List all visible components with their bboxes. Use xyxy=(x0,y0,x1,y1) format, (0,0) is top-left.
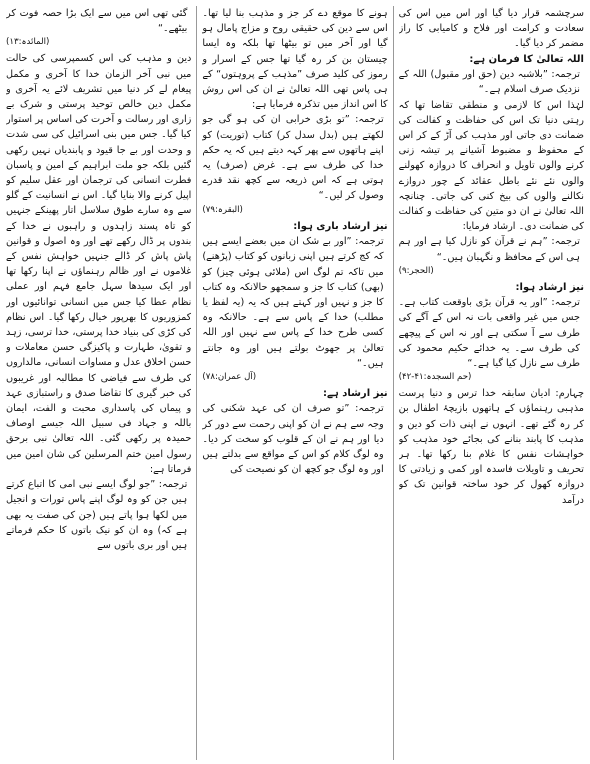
verse-reference: (حم السجدہ:۴۱-۴۲) xyxy=(398,372,472,383)
verse-reference: (الحجر:۹) xyxy=(398,265,434,276)
quote-translation: ترجمہ: ”جو لوگ ایسے نبی امی کا اتباع کرتے ہیں جن کو وہ لوگ اپنے پاس تورات و انجیل میں لکھا ہوا پاتے ہیں (جن کی صفت یہ بھی ہے کہ) وہ ان کو نیک باتوں کا حکم فرماتے ہیں اور بری باتوں سے xyxy=(6,479,188,551)
section-heading: اللہ تعالیٰ کا فرمان ہے: xyxy=(469,53,584,65)
quote-translation: ترجمہ: ”بلاشبہ دین (حق اور مقبول) اللہ کے نزدیک صرف اسلام ہے۔“ xyxy=(398,69,580,96)
paragraph: سرچشمہ قرار دیا گیا اور اس میں اس کی سعادت و کرامت اور فلاح و کامیابی کا راز مضمر کر دیا گیا۔ xyxy=(398,8,584,50)
section-heading: نیز ارشاد باری ہوا: xyxy=(293,220,388,232)
section-heading: نیز ارشاد ہوا: xyxy=(515,281,584,293)
column-middle xyxy=(202,6,387,760)
verse-reference: (المائدہ:۱۳) xyxy=(6,37,50,48)
column-left xyxy=(6,6,191,760)
verse-reference: (البقرہ:۷۹) xyxy=(202,204,243,215)
paragraph: لہٰذا اس کا لازمی و منطقی تقاضا تھا کہ رہتی دنیا تک اس کی حفاظت و کفالت کی ضمانت دی جاتی اور مذہب کی آڑ کے کر اس کے محفوظ و مضبوط آشیانے پر تیشہ زنی کرنے والوں تاویل و انحراف کا دروازہ کھولنے والوں نئے نئے باطل عقائد کے چور دروازے نکالنے والوں کی بیخ کنی کی جاتی۔ چنانچہ اللہ تعالیٰ نے ان دو متین کی حفاظت و کفالت کی ضمانت دی۔ ارشاد فرمایا: xyxy=(398,99,584,233)
quote-translation: ترجمہ: ”تو بڑی خرابی ان کی ہو گی جو لکھتے ہیں (بدل سدل کر) کتاب (توریت) کو اپنے ہاتھوں سے پھر کہہ دیتے ہیں کہ یہ حکم خدا کی طرف سے ہے۔ غرض (صرف) یہ ہوتی ہے کہ اس ذریعہ سے کچھ نقد قدرے وصول کر لیں۔“ xyxy=(202,114,384,202)
paragraph: دین و مذہب کی اس کسمپرسی کی حالت میں نبی آخر الزمان خدا کا آخری و مکمل پیغام لے کر دنیا میں تشریف لائے یہ آخری و مکمل دین خالص توحید پرستی و شرک بے زاری اور رسالت و آخرت کی اساس پر استوار کیا گیا۔ جس میں بنی اسرائیل کی سی شدت و وحدت اور بے جا قیود و پابندیاں نہیں رکھی گئیں بلکہ جو ملت ابراہیم کے امین و پاسبان فطرت انسانی کی ترجمان اور عقل سلیم کو اپیل کرنے والا بنایا گیا۔ اس نے انسانیت کے گلو سے وہ سارے طوق سلاسل اتار پھینکے جنہیں کو تاہ پسند زاہدوں و راہبوں نے خدا کے بندوں پر ڈال رکھے تھے اور وہ اصول و قوانین پاش پاش کر ڈالے جنہیں خواہش نفس کے غلاموں نے اور ظالم رہنماؤں نے اپنا رکھا تھا اور ایک سیدھا سہل جامع فہم اور عملی نظام عطا کیا جس میں انسانی توانائیوں اور کمزوریوں کا بھرپور خیال رکھا گیا۔ اس نظام کی کڑی کی بنیاد خدا پرستی، خدا ترسی، زہد و تقویٰ، طہارت و پاکیزگی حسن معاملات و حسن اخلاق عدل و مساوات انسانی، مالداروں کی طرف سے فیاضی کا مطالبہ اور غریبوں کی خبر گیری کا تقاضا صدق و راستبازی عہد و پیماں کی پاسداری محبت و الفت، ایمان باللہ و جہاد فی سبیل اللہ جیسے اوصاف حمیدہ پر رکھی گئی۔ اللہ تعالیٰ نبی برحق رسول امین ختم المرسلین کی شان امین میں فرماتا ہے: xyxy=(6,53,192,475)
quote-translation: گئی تھی اس میں سے ایک بڑا حصہ فوت کر بیٹھے۔“ xyxy=(6,8,188,35)
column-right xyxy=(399,6,584,760)
paragraph: ہونے کا موقع دے کر جز و مذہب بنا لیا تھا۔ اس سے دین کی حقیقی روح و مزاج پامال ہو گیا اور آخر میں تو بیٹھا تھا بلکہ وہ ایسا چیستان بن کر رہ گیا تھا جس کے اسرار و رموز کی کلید صرف ”مذہب کے پروہتوں“ کے ہی پاس تھی اللہ تعالیٰ نے ان کی اس روش کا اس انداز میں تذکرہ فرمایا ہے: xyxy=(202,8,388,111)
column-divider xyxy=(393,6,394,760)
verse-reference: (آل عمران:۷۸) xyxy=(202,371,257,382)
quote-translation: ترجمہ: ”تو صرف ان کی عہد شکنی کی وجہ سے ہم نے ان کو اپنی رحمت سے دور کر دیا اور ہم نے ان کے قلوب کو سخت کر دیا۔ وہ لوگ کلام کو اس کے مواقع سے بدلتے ہیں اور وہ لوگ جو کچھ ان کو نصیحت کی xyxy=(202,403,384,476)
quote-translation: ترجمہ: ”اور یہ قرآن بڑی باوقعت کتاب ہے۔ جس میں غیر واقعی بات نہ اس کے آگے کی طرف سے آ سکتی ہے اور نہ اس کے پیچھے کی طرف سے۔ یہ خدائے حکیم محمود کی طرف سے نازل کیا گیا ہے۔“ xyxy=(398,297,580,370)
column-divider xyxy=(196,6,197,760)
paragraph: چہارم: ادیان سابقہ خدا ترس و دنیا پرست مذہبی رہنماؤں کے ہاتھوں بازیچۂ اطفال بن کر رہ گئے تھے۔ انہوں نے اپنی ذات کو دین و مذہب کا پابند بنانے کی بجائے خود مذہب کو خواہشات نفس کا غلام بنا رکھا تھا۔ ہر تحریف و تاویلات فاسدہ اور کمی و زیادتی کا دروازہ کھول کر خود ساختہ قوانین تک کو درآمد xyxy=(398,388,584,506)
quote-translation: ترجمہ: ”اور بے شک ان میں بعضے ایسے ہیں کہ کج کرتے ہیں اپنی زبانوں کو کتاب (پڑھنے) میں تاکہ تم لوگ اس (ملائی ہوئی چیز) کو (بھی) کتاب کا جز و سمجھو حالانکہ وہ کتاب کا جز و نہیں اور کہتے ہیں کہ یہ (یہ لفظ یا مطلب) خدا کے پاس سے ہے۔ حالانکہ وہ کسی طرح خدا کے پاس سے نہیں اور اللہ تعالیٰ پر جھوٹ بولتے ہیں اور وہ جانتے ہیں۔“ xyxy=(202,236,384,369)
quote-translation: ترجمہ: ”ہم نے قرآن کو نازل کیا ہے اور ہم ہی اس کے محافظ و نگہبان ہیں۔“ xyxy=(398,236,580,263)
section-heading: نیز ارشاد ہے: xyxy=(323,387,388,399)
